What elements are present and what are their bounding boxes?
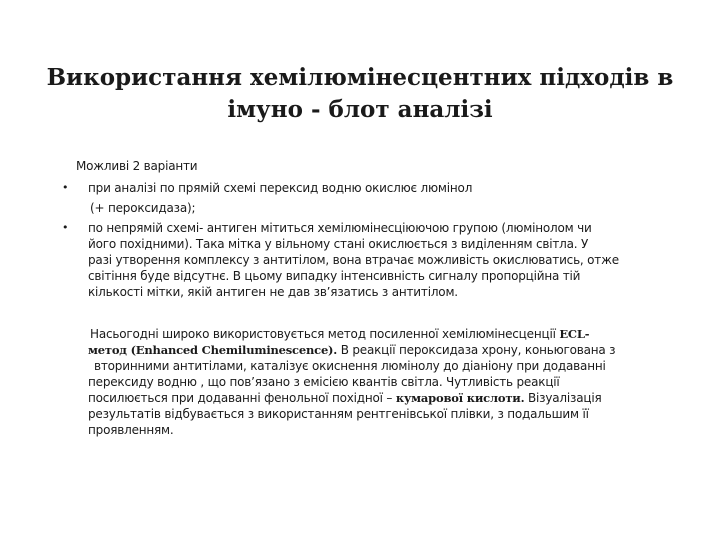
- bullet-line: по непрямій схемі- антиген мітиться хемілюмінесціюючою групою (люмінолом чи: [88, 221, 592, 235]
- list-item-continuation: (+ пероксидаза);: [90, 201, 196, 215]
- ecl-full-name: метод (Enhanced Chemiluminescence).: [88, 343, 338, 357]
- ecl-term: ECL-: [559, 327, 590, 341]
- bullet-line: його похідними). Така мітка у вільному стані окислюється з виділенням світла. У: [88, 237, 589, 251]
- bullet-line: кількості мітки, якій антиген не дав зв’язатись з антитілом.: [88, 285, 458, 299]
- paragraph-line: результатів відбувається з використанням рентгенівської плівки, з подальшим її: [88, 407, 589, 421]
- coumaric-acid-term: кумарової кислоти.: [395, 391, 525, 405]
- intro-text: Можливі 2 варіанти: [76, 159, 198, 173]
- slide-title: [40, 62, 680, 126]
- list-item: [62, 180, 662, 196]
- paragraph-line: [88, 390, 668, 406]
- paragraph-text: посилюється при додаванні фенольної похідної –: [88, 391, 396, 405]
- paragraph-text: В реакції пероксидаза хрону, коньюгована з: [337, 343, 616, 357]
- paragraph-line: [88, 326, 668, 342]
- bullet-line: разі утворення комплексу з антитілом, вона втрачає можливість окислюватись, отже: [88, 253, 619, 267]
- ecl-paragraph: [88, 326, 668, 438]
- paragraph-text: Нaсьогодні широко використовується метод посиленної хемілюмінесценції: [90, 327, 560, 341]
- paragraph-line: вторинними антитілами, каталізує окиснення люмінолу до діаніону при додаванні: [94, 359, 606, 373]
- paragraph-line: проявленням.: [88, 423, 174, 437]
- bullet-marker: •: [62, 221, 69, 234]
- paragraph-line: перексиду водню , що пов’язано з емісією квантів світла. Чутливість реакції: [88, 375, 560, 389]
- paragraph-line: [88, 342, 668, 358]
- bullet-line: світіння буде відсутнє. В цьому випадку інтенсивність сигналу пропорційна тій: [88, 269, 581, 283]
- variants-list: [62, 180, 662, 300]
- list-item: [62, 220, 662, 300]
- bullet-marker: •: [62, 181, 69, 194]
- paragraph-text: Візуалізація: [524, 391, 602, 405]
- title-line-1: Використання хемілюмінесцентних підходів в: [46, 64, 674, 91]
- title-line-2: імуно - блот аналізі: [227, 96, 493, 123]
- bullet-text: при аналізі по прямій схемі перексид водню окислює люмінол: [88, 181, 473, 195]
